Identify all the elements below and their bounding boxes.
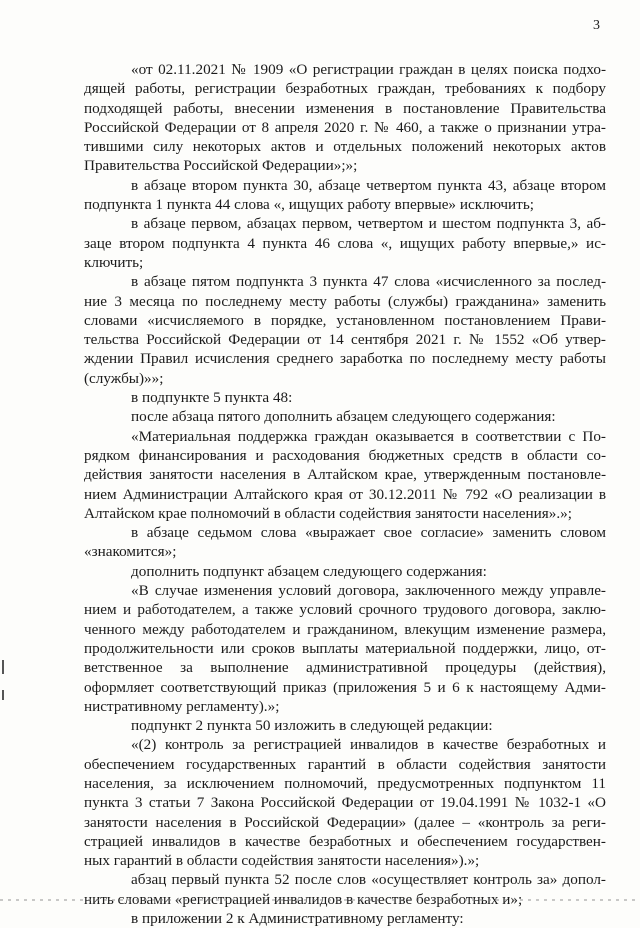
text-line: в подпункте 5 пункта 48: <box>131 389 293 407</box>
text-line: занятости населения в Российской Федерации» (далее – «контроль за реги- <box>84 813 606 831</box>
text-line: «от 02.11.2021 № 1909 «О регистрации граждан в целях поиска подхо- <box>131 61 606 78</box>
text-line: ждении Правил исчисления среднего заработка по последнему месту работы <box>84 350 606 368</box>
text-line: нием Администрации Алтайского края от 30.12.2011 № 792 «О реализации в <box>84 485 606 503</box>
text-line: оформляет соответствующий приказ (приложения 5 и 6 к настоящему Адми- <box>84 678 606 696</box>
text-line: в абзаце седьмом слова «выражает свое согласие» заменить словом <box>131 524 606 542</box>
text-line: «знакомится»; <box>84 543 177 561</box>
text-line: в абзаце втором пункта 30, абзаце четвертом пункта 43, абзаце втором <box>131 176 606 194</box>
text-line: в абзаце первом, абзацах первом, четвертом и шестом подпункта 3, аб- <box>131 215 606 233</box>
text-line: нием и работодателем, а также условий срочного трудового договора, заклю- <box>84 601 606 619</box>
text-line: подходящей работы, внесении изменения в постановление Правительства <box>84 99 606 117</box>
scan-bottom-edge <box>0 899 640 901</box>
text-line: «(2) контроль за регистрацией инвалидов в качестве безработных и <box>131 736 606 754</box>
text-line: ветственное за выполнение административной процедуры (действия), <box>84 659 606 677</box>
scan-edge-mark <box>2 660 4 674</box>
text-line: в абзаце пятом подпункта 3 пункта 47 слова «исчисленного за послед- <box>131 273 606 291</box>
text-line: ных гарантий в области содействия занятости населения»).»; <box>84 852 480 870</box>
text-line: дополнить подпункт абзацем следующего содержания: <box>131 562 487 580</box>
text-line: Алтайском крае полномочий в области содействия занятости населения».»; <box>84 504 572 522</box>
page-number: 3 <box>593 18 600 33</box>
text-line: пункта 3 статьи 7 Закона Российской Федерации от 19.04.1991 № 1032-1 «О <box>84 794 606 812</box>
text-line: Российской Федерации от 8 апреля 2020 г. № 460, а также о признании утра- <box>84 118 606 136</box>
text-line: действия занятости населения в Алтайском крае, утвержденным постановле- <box>84 466 606 484</box>
text-line: страцией инвалидов в качестве безработных и обеспечением государствен- <box>84 832 606 850</box>
text-line: обеспечением государственных гарантий в области содействия занятости <box>84 755 606 773</box>
text-line: в приложении 2 к Административному регламенту: <box>131 910 464 928</box>
text-line: «В случае изменения условий договора, заключенного между управле- <box>131 582 606 600</box>
text-line: дящей работы, регистрации безработных граждан, требованиях к подбору <box>84 80 606 98</box>
document-body <box>84 60 606 928</box>
text-line: нистративному регламенту).»; <box>84 697 280 715</box>
text-line: Правительства Российской Федерации»;»; <box>84 157 358 175</box>
text-line: населения, за исключением полномочий, предусмотренных подпунктом 11 <box>84 774 606 792</box>
text-line: ние 3 месяца по последнему месту работы (службы) гражданина» заменить <box>84 292 606 310</box>
text-line: рядком финансирования и расходования бюджетных средств в области со- <box>84 446 606 464</box>
text-line: «Материальная поддержка граждан оказывается в соответствии с По- <box>131 427 606 445</box>
text-line: абзац первый пункта 52 после слов «осуществляет контроль за» допол- <box>131 871 606 889</box>
text-line: (службы)»»; <box>84 369 164 387</box>
scan-edge-mark <box>2 690 4 700</box>
text-line: нить словами «регистрацией инвалидов в качестве безработных и»; <box>84 890 523 908</box>
text-line: подпункт 2 пункта 50 изложить в следующей редакции: <box>131 717 493 735</box>
text-line: ченного между работодателем и гражданином, влекущим изменение размера, <box>84 620 606 638</box>
text-line: тившими силу некоторых актов и отдельных положений некоторых актов <box>84 138 606 156</box>
text-line: тельства Российской Федерации от 14 сентября 2021 г. № 1552 «Об утвер- <box>84 331 606 349</box>
text-line: продолжительности или сроков выплаты материальной поддержки, лицо, от- <box>84 639 606 657</box>
text-line: словами «исчисляемого в порядке, установленном постановлением Прави- <box>84 311 606 329</box>
text-line: ключить; <box>84 253 144 271</box>
text-line: после абзаца пятого дополнить абзацем следующего содержания: <box>131 408 556 426</box>
text-line: заце втором подпункта 4 пункта 46 слова «, ищущих работу впервые,» ис- <box>84 234 606 252</box>
text-line: подпункта 1 пункта 44 слова «, ищущих работу впервые» исключить; <box>84 196 534 214</box>
